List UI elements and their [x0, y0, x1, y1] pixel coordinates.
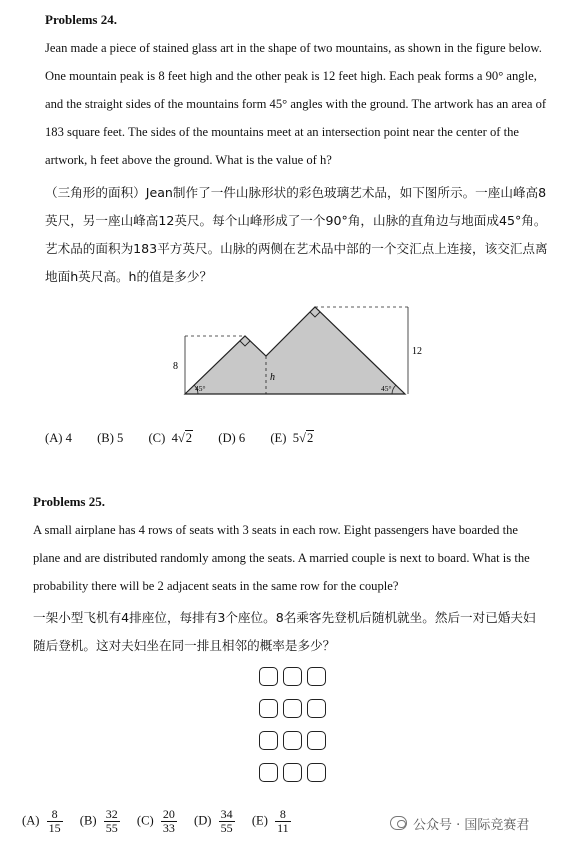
seat: [307, 763, 326, 782]
p24-cn-line-3: 艺术品的面积为183平方英尺。山脉的两侧在艺术品中部的一个交汇点上连接，该交汇点离: [45, 241, 548, 256]
numerator: 34: [220, 807, 233, 821]
p25-en-line-2: plane and are distributed randomly among the seats. A married couple is next to board. What is the: [33, 551, 530, 565]
sqrt-icon: √2: [177, 431, 193, 445]
p25-choice-b-label: (B): [79, 813, 97, 828]
p25-choice-e-label: (E): [251, 813, 268, 828]
problem-25-title: Problems 25.: [33, 494, 105, 509]
p25-choice-c-label: (C): [136, 813, 154, 828]
denominator: 33: [162, 821, 175, 835]
p25-en-line-3: probability there will be 2 adjacent seats in the same row for the couple?: [33, 579, 399, 593]
label-h: h: [270, 372, 275, 383]
p25-choice-a-label: (A): [22, 813, 40, 828]
label-12: 12: [412, 346, 422, 357]
p25-choice-e[interactable]: [252, 808, 291, 835]
p24-choice-c-label: (C): [148, 431, 166, 445]
p24-choice-b[interactable]: (B) 5: [97, 431, 124, 445]
p24-choice-d[interactable]: (D) 6: [218, 431, 246, 445]
p25-en-line-1: A small airplane has 4 rows of seats with 3 seats in each row. Eight passengers have boarded the: [33, 523, 518, 537]
seat: [259, 731, 278, 750]
p24-cn-line-4: 地面h英尺高。h的值是多少？: [45, 269, 213, 284]
p24-choice-c-rad: 2: [185, 431, 193, 445]
numerator: 20: [162, 807, 175, 821]
p24-choice-a[interactable]: (A) 4: [45, 431, 72, 445]
p24-choice-e[interactable]: [270, 431, 314, 446]
denominator: 55: [105, 821, 118, 835]
p24-en-line-3: and the straight sides of the mountains form 45° angles with the ground. The artwork has an area of: [45, 97, 547, 111]
wechat-icon: [390, 816, 407, 830]
seat: [259, 667, 278, 686]
p24-choice-c-coef: 4: [171, 431, 178, 445]
fraction: [104, 808, 120, 835]
seat: [259, 699, 278, 718]
denominator: 15: [48, 821, 61, 835]
p24-en-line-1: Jean made a piece of stained glass art in the shape of two mountains, as shown in the figure below.: [45, 41, 542, 55]
p25-choice-d-label: (D): [194, 813, 212, 828]
p25-choice-c[interactable]: [137, 808, 177, 835]
p24-cn-line-1: （三角形的面积）Jean制作了一件山脉形状的彩色玻璃艺术品，如下图所示。一座山峰高8: [45, 185, 547, 200]
mountain-shape: [185, 307, 405, 394]
seat: [259, 763, 278, 782]
fraction: [219, 808, 235, 835]
seat: [307, 731, 326, 750]
p24-cn-line-2: 英尺，另一座山峰高12英尺。每个山峰形成了一个90°角，山脉的直角边与地面成45°角。: [45, 213, 547, 228]
numerator: 32: [105, 807, 118, 821]
p24-en-line-2: One mountain peak is 8 feet high and the other peak is 12 feet high. Each peak forms a 90° angle,: [45, 69, 537, 83]
p25-choice-d[interactable]: [194, 808, 235, 835]
angle-label-left: 45°: [195, 384, 206, 393]
p24-choice-e-rad: 2: [306, 431, 314, 445]
seat: [307, 667, 326, 686]
p25-choice-a[interactable]: [22, 808, 63, 835]
p24-en-line-4: 183 square feet. The sides of the mountains meet at an intersection point near the center of the: [45, 125, 519, 139]
p24-choices: [45, 431, 336, 446]
p25-choice-b[interactable]: [80, 808, 120, 835]
seat: [283, 731, 302, 750]
denominator: 55: [220, 821, 233, 835]
seat: [283, 763, 302, 782]
p25-cn-line-1: 一架小型飞机有4排座位，每排有3个座位。8名乘客先登机后随机就坐。然后一对已婚夫妇: [33, 610, 536, 625]
seat: [283, 699, 302, 718]
fraction: [47, 808, 63, 835]
p25-cn-line-2: 随后登机。这对夫妇坐在同一排且相邻的概率是多少？: [33, 638, 336, 653]
numerator: 8: [275, 808, 291, 822]
denominator: 11: [277, 821, 289, 835]
watermark-text: 公众号 · 国际竞赛君: [413, 818, 530, 833]
p24-choice-e-coef: 5: [292, 431, 300, 445]
fraction: [161, 808, 177, 835]
p24-en-line-5: artwork, h feet above the ground. What is the value of h?: [45, 153, 332, 167]
fraction: [275, 808, 291, 835]
seat-grid: [259, 667, 331, 787]
sqrt-icon: √2: [299, 431, 314, 445]
p25-choices: [22, 808, 305, 835]
label-8: 8: [173, 361, 178, 372]
seat: [307, 699, 326, 718]
p24-choice-e-label: (E): [270, 431, 287, 445]
seat: [283, 667, 302, 686]
mountain-figure: [160, 300, 440, 405]
watermark: [390, 814, 529, 833]
problem-24-title: Problems 24.: [45, 12, 117, 27]
p24-choice-c[interactable]: [148, 431, 193, 446]
angle-label-right: 45°: [381, 384, 392, 393]
numerator: 8: [47, 808, 63, 822]
